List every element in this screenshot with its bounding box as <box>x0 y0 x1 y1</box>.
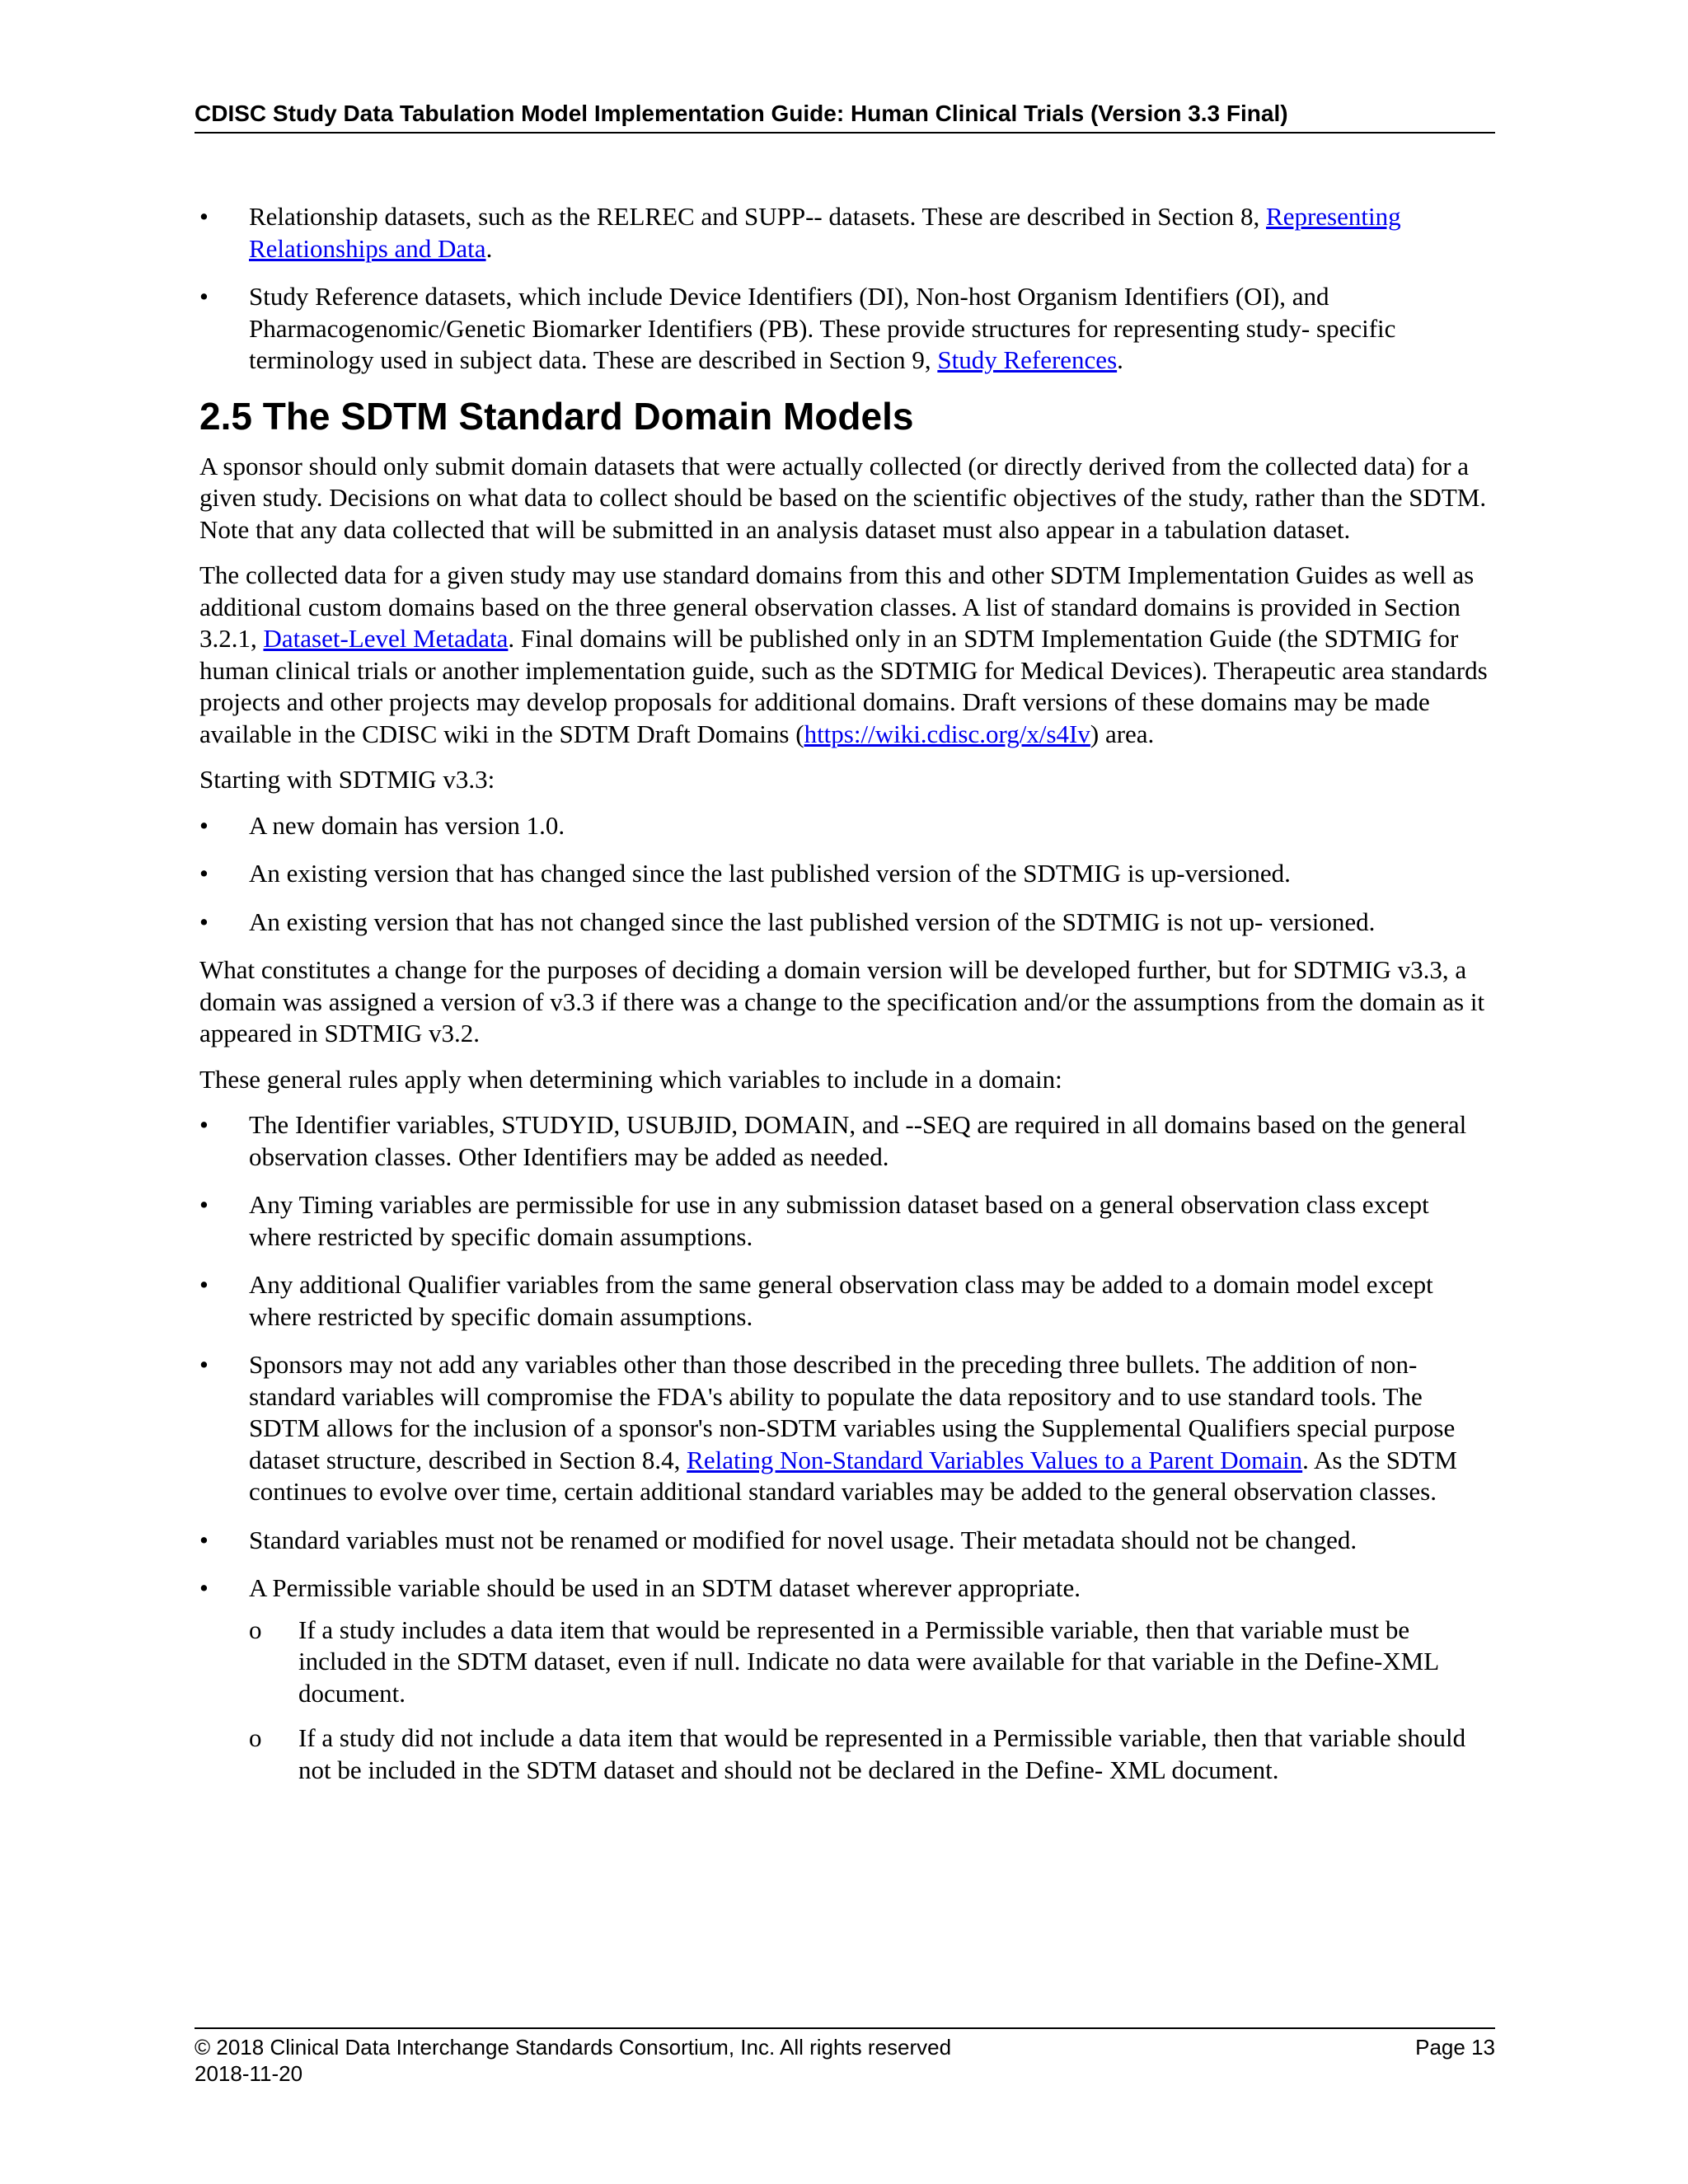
document-body <box>199 201 1495 1802</box>
list-item: • Sponsors may not add any variables other than those described in the preceding three bullets. The addition of non-standard variables will compromise the FDA's ability to populate the data repository and to use standard tools. The SDTM allows for the inclusion of a sponsor's non-SDTM variables using the Supplemental Qualifiers special purpose dataset structure, described in Section 8.4, Relating Non-Standard Variables Values to a Parent Domain. As the SDTM continues to evolve over time, certain additional standard variables may be added to the general observation classes. <box>199 1349 1495 1508</box>
intro-bullet-list <box>199 201 1495 377</box>
list-item: • Relationship datasets, such as the RELREC and SUPP-- datasets. These are described in Section 8, Representing Relationships and Data. <box>199 201 1495 265</box>
link-relating-non-standard-variables[interactable]: Relating Non-Standard Variables Values to a Parent Domain <box>687 1445 1303 1474</box>
version-bullet-list <box>199 810 1495 939</box>
list-item: • Study Reference datasets, which include Device Identifiers (DI), Non-host Organism Identifiers (OI), and Pharmacogenomic/Genetic Biomarker Identifiers (PB). These provide structures for representing study- specific terminology used in subject data. These are described in Section 9, Study References. <box>199 281 1495 377</box>
paragraph: These general rules apply when determining which variables to include in a domain: <box>199 1064 1062 1094</box>
copyright-text: © 2018 Clinical Data Interchange Standards Consortium, Inc. All rights reserved <box>195 2035 952 2060</box>
rules-bullet-list <box>199 1109 1495 1786</box>
link-cdisc-wiki[interactable]: https://wiki.cdisc.org/x/s4Iv <box>804 719 1090 748</box>
list-item: • A Permissible variable should be used in an SDTM dataset wherever appropriate. o If a study includes a data item that would be represented in a Permissible variable, then that variable must be included in the SDTM dataset, even if null. Indicate no data were available for that variable in the Define-XML document. o If a study did not include a data item that would be represented in a Permissible variable, then that variable should not be included in the SDTM dataset and should not be declared in the Define- XML document. <box>199 1572 1495 1786</box>
paragraph: A sponsor should only submit domain datasets that were actually collected (or directly derived from the collected data) for a given study. Decisions on what data to collect should be based on the scientific objectives of the study, rather than the SDTM. Note that any data collected that will be submitted in an analysis dataset must also appear in a tabulation dataset. <box>199 451 1487 544</box>
paragraph: Starting with SDTMIG v3.3: <box>199 765 495 794</box>
sub-list-item: o If a study includes a data item that would be represented in a Permissible variable, then that variable must be included in the SDTM dataset, even if null. Indicate no data were available for that variable in the Define-XML document. <box>249 1615 1495 1710</box>
page-number: Page 13 <box>1415 2035 1495 2060</box>
paragraph: What constitutes a change for the purposes of deciding a domain version will be developed further, but for SDTMIG v3.3, a domain was assigned a version of v3.3 if there was a change to the specification and/or the assumptions from the domain as it appeared in SDTMIG v3.2. <box>199 955 1485 1047</box>
list-item: • An existing version that has not changed since the last published version of the SDTMIG is not up- versioned. <box>199 907 1495 939</box>
list-item: • The Identifier variables, STUDYID, USUBJID, DOMAIN, and --SEQ are required in all domains based on the general observation classes. Other Identifiers may be added as needed. <box>199 1109 1495 1173</box>
link-study-references[interactable]: Study References <box>937 345 1118 374</box>
list-item: • Any additional Qualifier variables from the same general observation class may be added to a domain model except where restricted by specific domain assumptions. <box>199 1269 1495 1333</box>
paragraph: The collected data for a given study may use standard domains from this and other SDTM Implementation Guides as well as additional custom domains based on the three general observation classes. A list of standard domains is provided in Section 3.2.1, Dataset-Level Metadata. Final domains will be published only in an SDTM Implementation Guide (the SDTMIG for human clinical trials or another implementation guide, such as the SDTMIG for Medical Devices). Therapeutic area standards projects and other projects may develop proposals for additional domains. Draft versions of these domains may be made available in the CDISC wiki in the SDTM Draft Domains (https://wiki.cdisc.org/x/s4Iv) area. <box>199 560 1488 748</box>
section-heading: 2.5 The SDTM Standard Domain Models <box>199 394 914 438</box>
page-footer <box>195 2027 1495 2087</box>
permissible-sub-list <box>249 1615 1495 1787</box>
link-representing-relationships[interactable]: Representing Relationships and Data <box>249 202 1401 263</box>
link-dataset-level-metadata[interactable]: Dataset-Level Metadata <box>263 624 509 653</box>
page-header: CDISC Study Data Tabulation Model Implementation Guide: Human Clinical Trials (Version 3.3 Final) <box>195 99 1495 134</box>
list-item: • Any Timing variables are permissible for use in any submission dataset based on a general observation class except where restricted by specific domain assumptions. <box>199 1189 1495 1253</box>
list-item: • Standard variables must not be renamed or modified for novel usage. Their metadata should not be changed. <box>199 1525 1495 1557</box>
sub-list-item: o If a study did not include a data item that would be represented in a Permissible variable, then that variable should not be included in the SDTM dataset and should not be declared in the Define- XML document. <box>249 1722 1495 1786</box>
list-item: • An existing version that has changed since the last published version of the SDTMIG is up-versioned. <box>199 858 1495 890</box>
list-item: • A new domain has version 1.0. <box>199 810 1495 842</box>
footer-date: 2018-11-20 <box>195 2061 303 2086</box>
